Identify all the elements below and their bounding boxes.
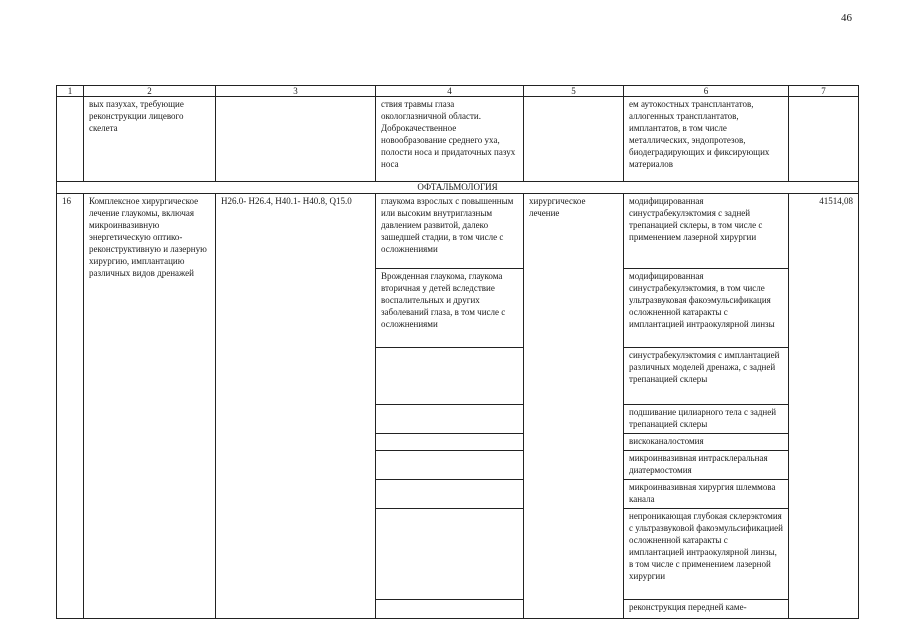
method-cell: модифицированная синустрабекулэктомия, в том числе ультразвуковая факоэмульсификация осложненной катаракты с имплантацией интраокулярной линзы [624, 269, 789, 348]
entry-codes: H26.0- H26.4, H40.1- H40.8, Q15.0 [216, 194, 376, 619]
method-cell: синустрабекулэктомия с имплантацией различных моделей дренажа, с задней трепанацией склеры [624, 348, 789, 405]
document-sheet [56, 85, 860, 640]
method-cell: модифицированная синустрабекулэктомия с задней трепанацией склеры, в том числе с применением лазерной хирургии [624, 194, 789, 269]
empty-cell [216, 97, 376, 182]
condition-cell: глаукома взрослых с повышенным или высоким внутриглазным давлением развитой, далеко зашедшей стадии, в том числе с осложнениями [376, 194, 524, 269]
method-cell: подшивание цилиарного тела с задней трепанацией склеры [624, 405, 789, 434]
empty-condition-cell [376, 480, 524, 509]
method-cell: реконструкция передней каме- [624, 600, 789, 619]
section-title: ОФТАЛЬМОЛОГИЯ [57, 182, 859, 194]
column-number: 7 [789, 86, 859, 97]
section-row [57, 182, 859, 194]
services-table [56, 85, 859, 619]
entry-amount: 41514,08 [789, 194, 859, 619]
entry-name: Комплексное хирургическое лечение глаукомы, включая микроинвазивную энергетическую оптико-реконструктивную и лазерную хирургию, имплантацию различных видов дренажей [84, 194, 216, 619]
empty-condition-cell [376, 405, 524, 434]
empty-cell [789, 97, 859, 182]
treatment-type: хирургическое лечение [524, 194, 624, 619]
column-number: 3 [216, 86, 376, 97]
continuation-name-cell: вых пазухах, требующие реконструкции лицевого скелета [84, 97, 216, 182]
empty-cell [524, 97, 624, 182]
empty-condition-cell [376, 348, 524, 405]
method-cell: вискоканалостомия [624, 434, 789, 451]
empty-condition-cell [376, 600, 524, 619]
empty-condition-cell [376, 451, 524, 480]
continuation-row [57, 97, 859, 182]
column-number: 5 [524, 86, 624, 97]
condition-cell: Врожденная глаукома, глаукома вторичная у детей вследствие воспалительных и других заболеваний глаза, в том числе с осложнениями [376, 269, 524, 348]
column-number: 4 [376, 86, 524, 97]
column-number: 1 [57, 86, 84, 97]
page-number: 46 [841, 12, 852, 24]
entry-row [57, 194, 859, 269]
entry-number: 16 [57, 194, 84, 619]
column-number-row [57, 86, 859, 97]
empty-condition-cell [376, 434, 524, 451]
column-number: 6 [624, 86, 789, 97]
continuation-condition-cell: ствия травмы глаза окологлазничной области. Доброкачественное новообразование среднего уха, полости носа и придаточных пазух носа [376, 97, 524, 182]
method-cell: непроникающая глубокая склерэктомия с ультразвуковой факоэмульсификацией осложненной катаракты с имплантацией интраокулярной линзы, в том числе с применением лазерной хирургии [624, 509, 789, 600]
continuation-method-cell: ем аутокостных трансплантатов, аллогенных трансплантатов, имплантатов, в том числе металлических, эндопротезов, биодеградирующих и фиксирующих материалов [624, 97, 789, 182]
method-cell: микроинвазивная хирургия шлеммова канала [624, 480, 789, 509]
empty-condition-cell [376, 509, 524, 600]
method-cell: микроинвазивная интрасклеральная диатермостомия [624, 451, 789, 480]
column-number: 2 [84, 86, 216, 97]
empty-cell [57, 97, 84, 182]
